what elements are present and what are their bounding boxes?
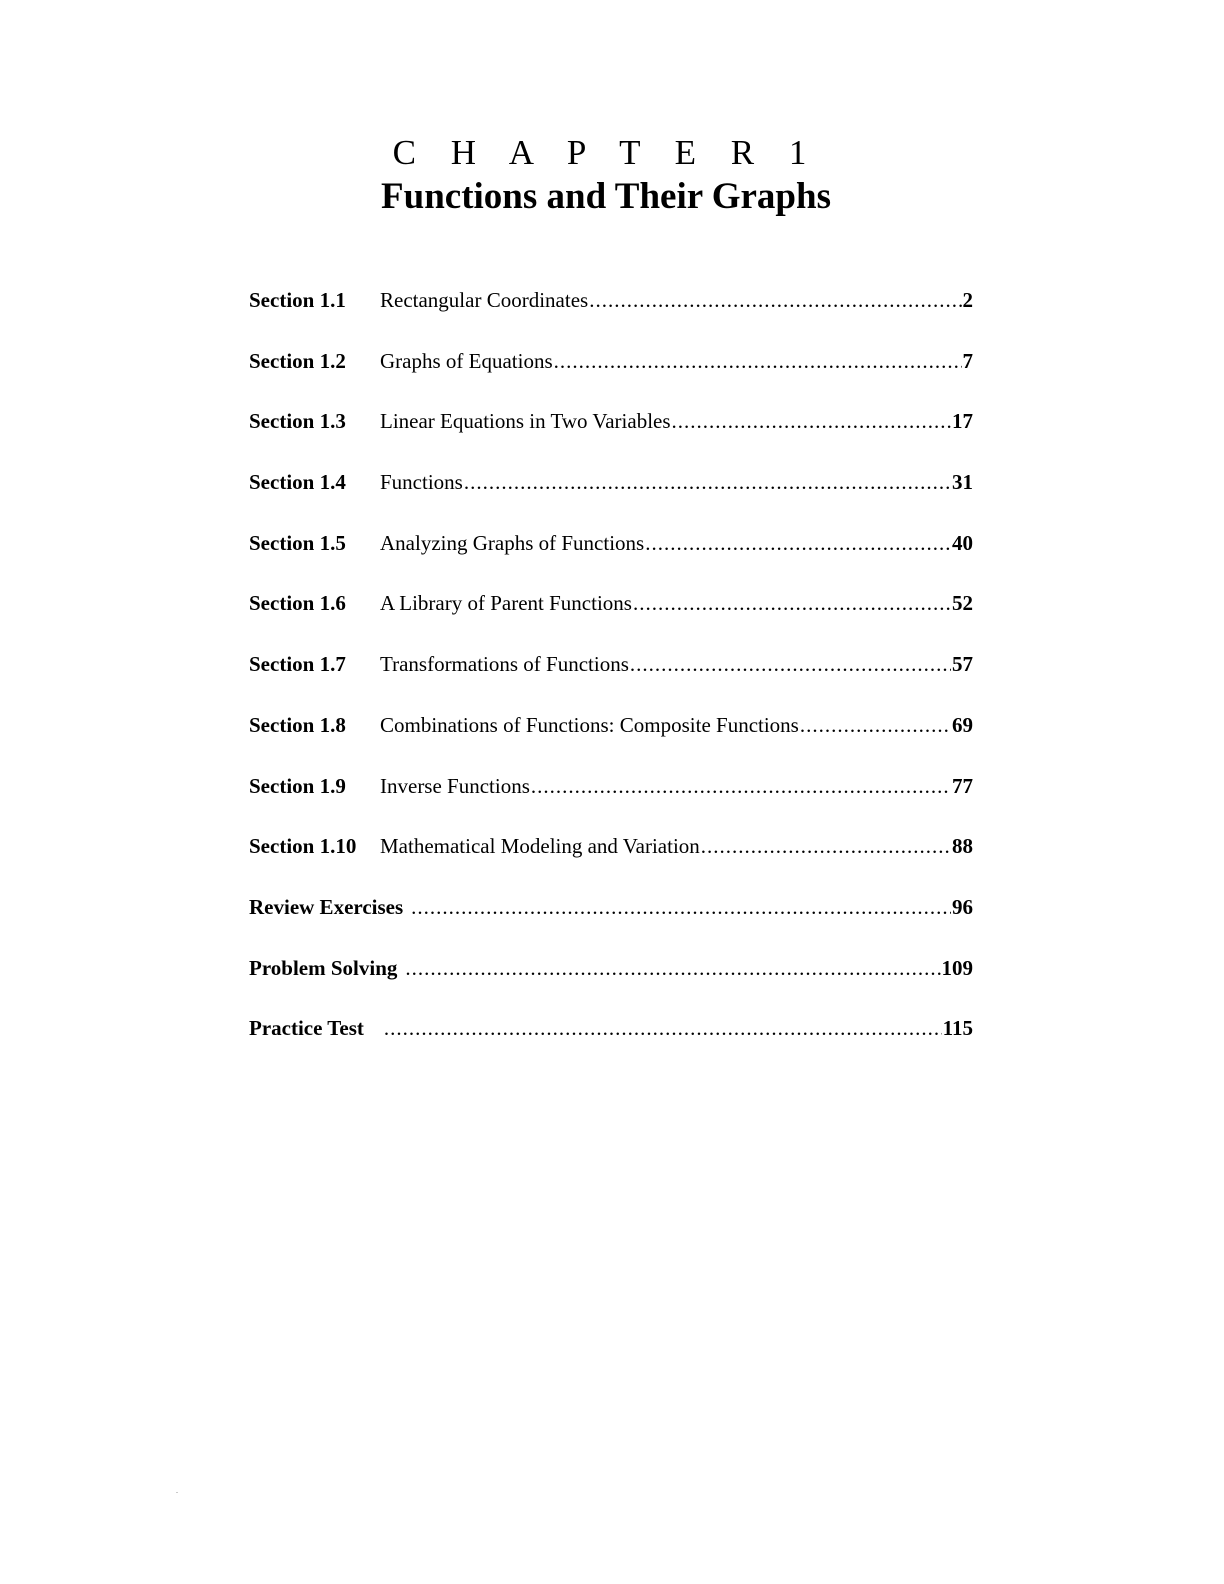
dot-leader (531, 769, 951, 803)
toc-entry-page: 17 (952, 409, 973, 434)
dot-leader (701, 829, 951, 863)
toc-entry-label: Section 1.5 (249, 530, 346, 555)
dot-leader (405, 951, 940, 985)
toc-entry-section-1-4[interactable] (249, 465, 973, 526)
toc-entry-label: Section 1.4 (249, 470, 346, 495)
toc-entry-title: A Library of Parent Functions (380, 591, 632, 616)
toc-entry-label: Section 1.2 (249, 348, 346, 373)
toc-entry-section-1-10[interactable] (249, 829, 973, 890)
toc-entry-label: Section 1.8 (249, 712, 346, 737)
toc-entry-practice-test[interactable] (249, 1011, 973, 1072)
dot-leader (633, 586, 951, 620)
dot-leader (800, 708, 951, 742)
dot-leader (630, 647, 951, 681)
toc-entry-label: Section 1.10 (249, 834, 357, 859)
chapter-title: Functions and Their Graphs (381, 176, 831, 217)
dot-leader (554, 344, 962, 378)
dot-leader (384, 1011, 942, 1045)
dot-leader (464, 465, 951, 499)
toc-entry-page: 2 (962, 288, 973, 312)
toc-entry-label: Practice Test (249, 1016, 364, 1041)
toc-entry-title: Inverse Functions (380, 773, 530, 798)
toc-entry-section-1-5[interactable] (249, 526, 973, 587)
toc-entry-label: Review Exercises (249, 894, 404, 919)
dot-leader (411, 890, 951, 924)
toc-entry-label: Section 1.3 (249, 409, 346, 434)
toc-entry-page: 52 (952, 591, 973, 616)
toc-entry-review-exercises[interactable] (249, 890, 973, 951)
dot-leader (672, 404, 951, 438)
dot-leader (645, 526, 951, 560)
toc-entry-section-1-6[interactable] (249, 586, 973, 647)
toc-entry-section-1-2[interactable] (249, 344, 973, 405)
toc-entry-page: 7 (962, 348, 973, 373)
toc-entry-label: Section 1.9 (249, 773, 346, 798)
toc-entry-page: 40 (952, 530, 973, 555)
toc-entry-title: Transformations of Functions (380, 652, 629, 677)
toc-entry-label: Problem Solving (249, 955, 398, 980)
toc-entry-page: 88 (952, 834, 973, 859)
toc-entry-section-1-3[interactable] (249, 404, 973, 465)
toc-entry-page: 109 (941, 955, 973, 980)
chapter-label: C H A P T E R 1 (392, 133, 820, 172)
toc-entry-title: Functions (380, 470, 463, 495)
toc-entry-problem-solving[interactable] (249, 951, 973, 1012)
toc-entry-title: Graphs of Equations (380, 348, 553, 373)
toc-entry-section-1-8[interactable] (249, 708, 973, 769)
toc-entry-title: Rectangular Coordinates (380, 288, 589, 312)
table-of-contents (249, 283, 973, 1072)
toc-entry-section-1-9[interactable] (249, 769, 973, 830)
toc-entry-section-1-7[interactable] (249, 647, 973, 708)
toc-entry-title: Mathematical Modeling and Variation (380, 834, 700, 859)
stray-mark: . (176, 1486, 178, 1495)
toc-entry-title: Linear Equations in Two Variables (380, 409, 671, 434)
toc-entry-title: Combinations of Functions: Composite Functions (380, 712, 799, 737)
toc-entry-page: 96 (952, 894, 973, 919)
toc-entry-label: Section 1.7 (249, 652, 346, 677)
toc-entry-page: 77 (952, 773, 973, 798)
toc-entry-page: 31 (952, 470, 973, 495)
toc-entry-page: 115 (942, 1016, 973, 1041)
toc-entry-page: 69 (952, 712, 973, 737)
toc-entry-page: 57 (952, 652, 973, 677)
toc-entry-section-1-1[interactable] (249, 283, 973, 344)
toc-entry-label: Section 1.1 (249, 288, 346, 312)
dot-leader (589, 283, 961, 317)
toc-entry-title: Analyzing Graphs of Functions (380, 530, 645, 555)
toc-entry-label: Section 1.6 (249, 591, 346, 616)
